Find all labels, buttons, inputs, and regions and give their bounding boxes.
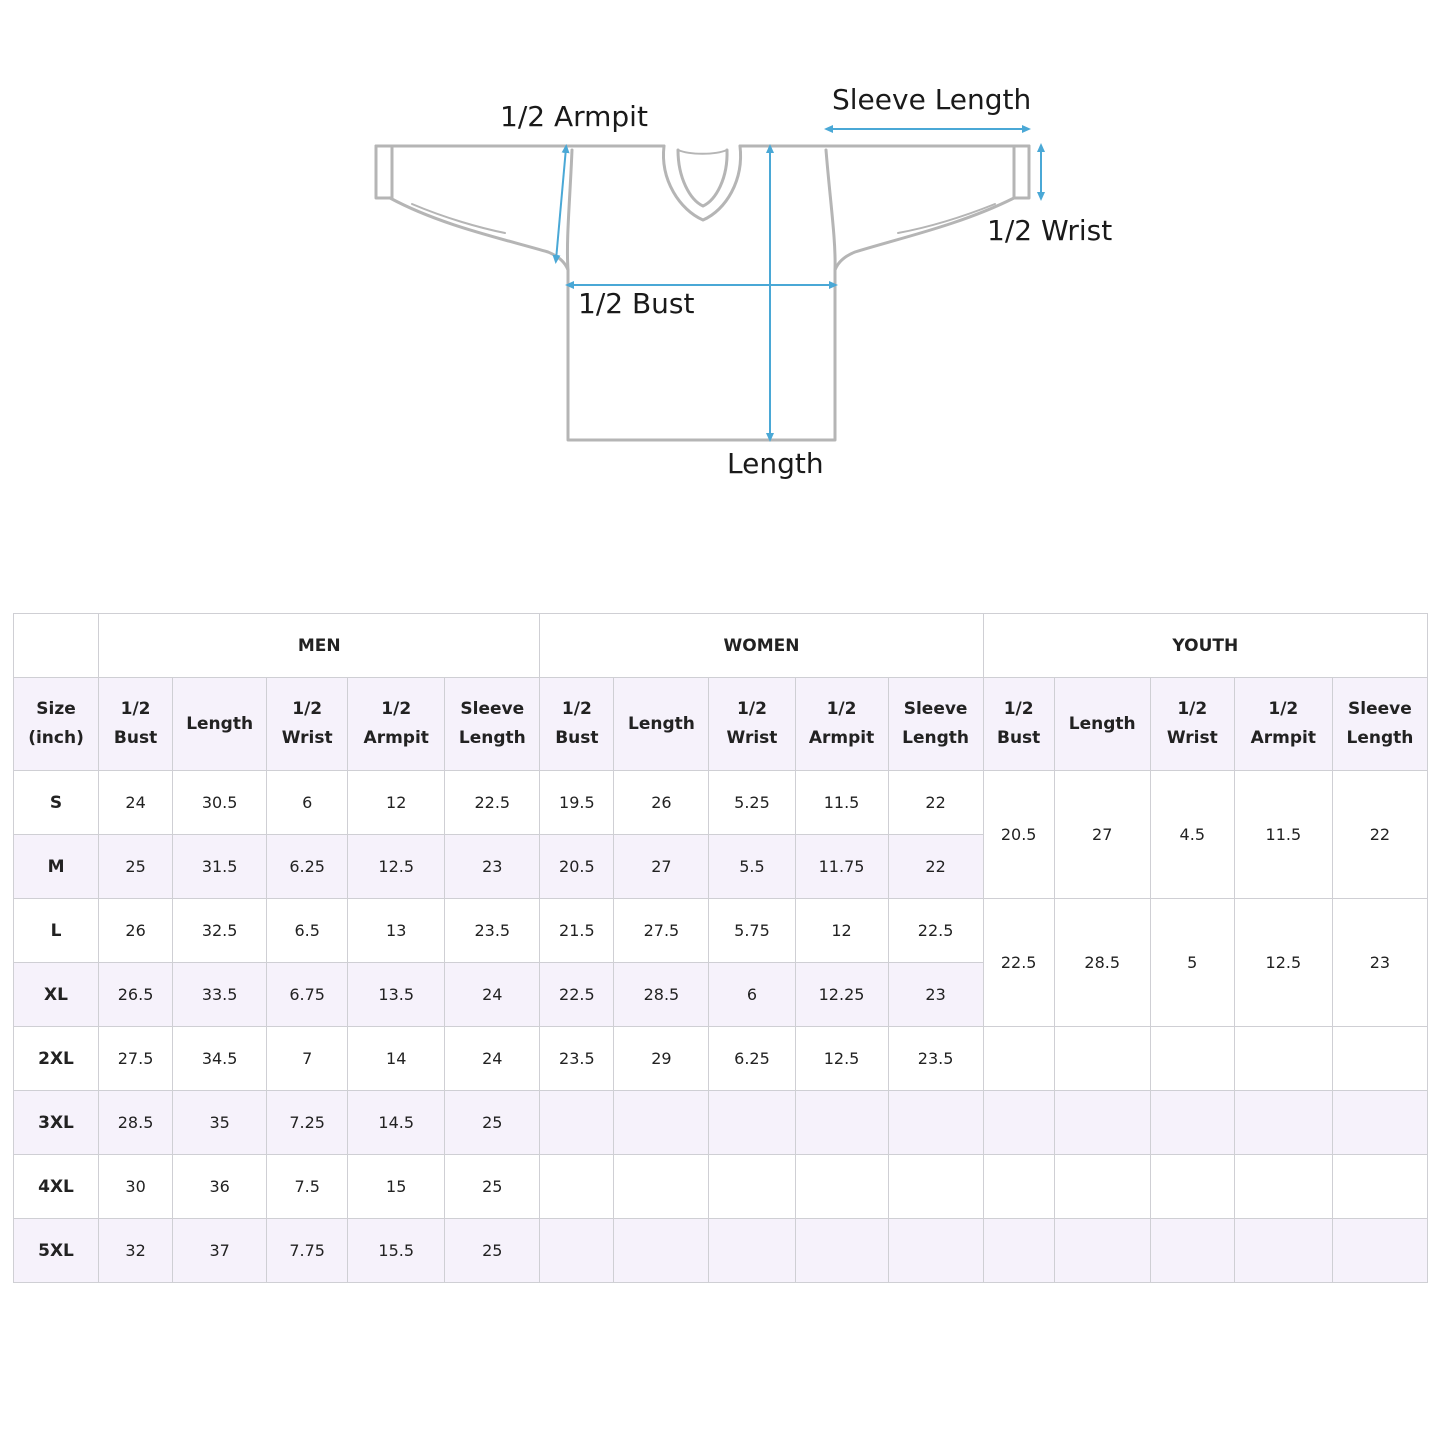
men-value-cell: 23.5 — [445, 899, 540, 963]
youth-empty-cell — [1234, 1219, 1332, 1283]
col-header-line2: Armpit — [808, 728, 875, 748]
group-women: WOMEN — [540, 614, 983, 678]
men-value-cell: 14.5 — [348, 1091, 445, 1155]
men-value-cell: 26.5 — [99, 963, 173, 1027]
women-value-cell: 5.75 — [709, 899, 795, 963]
men-value-cell: 33.5 — [173, 963, 267, 1027]
women-value-cell — [795, 1155, 888, 1219]
women-col-header-2 — [709, 678, 795, 771]
size-cell: M — [14, 835, 99, 899]
men-col-header-2 — [267, 678, 348, 771]
men-value-cell: 27.5 — [99, 1027, 173, 1091]
armpit-measure-line — [556, 148, 566, 260]
size-cell: XL — [14, 963, 99, 1027]
women-value-cell — [614, 1091, 709, 1155]
men-col-header-1 — [173, 678, 267, 771]
youth-col-header-3 — [1234, 678, 1332, 771]
men-value-cell: 36 — [173, 1155, 267, 1219]
group-youth: YOUTH — [983, 614, 1427, 678]
youth-empty-cell — [1332, 1027, 1427, 1091]
youth-empty-cell — [1234, 1155, 1332, 1219]
men-value-cell: 37 — [173, 1219, 267, 1283]
women-value-cell: 5.25 — [709, 771, 795, 835]
women-value-cell: 22 — [888, 835, 983, 899]
women-value-cell — [614, 1155, 709, 1219]
men-value-cell: 25 — [445, 1155, 540, 1219]
jersey-illustration — [0, 0, 1445, 520]
men-value-cell: 7.75 — [267, 1219, 348, 1283]
jersey-outline — [376, 146, 1029, 440]
youth-empty-cell — [1150, 1027, 1234, 1091]
size-header — [14, 678, 99, 771]
wrist-label: 1/2 Wrist — [987, 214, 1113, 247]
col-header-line2: Bust — [997, 728, 1041, 748]
youth-value-cell: 11.5 — [1234, 771, 1332, 899]
women-value-cell: 22.5 — [540, 963, 614, 1027]
youth-empty-cell — [1332, 1091, 1427, 1155]
women-col-header-1 — [614, 678, 709, 771]
youth-value-cell: 22 — [1332, 771, 1427, 899]
table-row — [14, 899, 1428, 963]
men-value-cell: 6.5 — [267, 899, 348, 963]
women-value-cell: 6 — [709, 963, 795, 1027]
women-col-header-0 — [540, 678, 614, 771]
men-col-header-4 — [445, 678, 540, 771]
men-value-cell: 7.25 — [267, 1091, 348, 1155]
youth-value-cell: 23 — [1332, 899, 1427, 1027]
col-header-line1: Sleeve — [460, 699, 525, 719]
table-body — [14, 771, 1428, 1283]
col-header-line1: 1/2 — [826, 699, 857, 719]
women-value-cell — [540, 1219, 614, 1283]
women-value-cell — [709, 1219, 795, 1283]
men-value-cell: 24 — [445, 1027, 540, 1091]
women-value-cell: 19.5 — [540, 771, 614, 835]
men-value-cell: 7 — [267, 1027, 348, 1091]
youth-empty-cell — [983, 1155, 1054, 1219]
women-value-cell: 21.5 — [540, 899, 614, 963]
youth-empty-cell — [1054, 1219, 1150, 1283]
size-cell: 3XL — [14, 1091, 99, 1155]
youth-value-cell: 27 — [1054, 771, 1150, 899]
col-header-line1: 1/2 — [292, 699, 323, 719]
women-value-cell: 23 — [888, 963, 983, 1027]
size-cell: 4XL — [14, 1155, 99, 1219]
men-value-cell: 22.5 — [445, 771, 540, 835]
women-value-cell: 23.5 — [540, 1027, 614, 1091]
men-value-cell: 32 — [99, 1219, 173, 1283]
youth-empty-cell — [983, 1091, 1054, 1155]
women-value-cell: 6.25 — [709, 1027, 795, 1091]
men-col-header-0 — [99, 678, 173, 771]
corner-cell — [14, 614, 99, 678]
women-value-cell — [888, 1219, 983, 1283]
women-value-cell: 29 — [614, 1027, 709, 1091]
men-value-cell: 34.5 — [173, 1027, 267, 1091]
women-col-header-3 — [795, 678, 888, 771]
youth-col-header-4 — [1332, 678, 1427, 771]
men-value-cell: 7.5 — [267, 1155, 348, 1219]
women-value-cell: 5.5 — [709, 835, 795, 899]
women-value-cell: 11.5 — [795, 771, 888, 835]
col-header-line1: 1/2 — [1177, 699, 1208, 719]
men-value-cell: 26 — [99, 899, 173, 963]
women-value-cell: 12.25 — [795, 963, 888, 1027]
table-row — [14, 771, 1428, 835]
women-value-cell: 12.5 — [795, 1027, 888, 1091]
youth-empty-cell — [1234, 1027, 1332, 1091]
measurement-lines — [556, 129, 1041, 438]
col-header-line1: Sleeve — [1348, 699, 1412, 719]
col-header-line2: Wrist — [1166, 728, 1218, 748]
youth-empty-cell — [1234, 1091, 1332, 1155]
women-value-cell — [614, 1219, 709, 1283]
men-value-cell: 28.5 — [99, 1091, 173, 1155]
size-cell: 5XL — [14, 1219, 99, 1283]
women-col-header-4 — [888, 678, 983, 771]
men-value-cell: 14 — [348, 1027, 445, 1091]
men-value-cell: 25 — [445, 1091, 540, 1155]
size-header-line2: (inch) — [28, 728, 84, 748]
men-value-cell: 13.5 — [348, 963, 445, 1027]
measurement-diagram — [0, 0, 1445, 520]
women-value-cell: 22 — [888, 771, 983, 835]
women-value-cell: 11.75 — [795, 835, 888, 899]
youth-empty-cell — [1332, 1219, 1427, 1283]
size-chart-table — [13, 613, 1428, 1283]
group-header-row — [14, 614, 1428, 678]
bust-label: 1/2 Bust — [578, 287, 695, 320]
youth-value-cell: 28.5 — [1054, 899, 1150, 1027]
women-value-cell — [795, 1091, 888, 1155]
col-header-line2: Wrist — [281, 728, 333, 748]
youth-empty-cell — [1054, 1155, 1150, 1219]
women-value-cell — [540, 1091, 614, 1155]
women-value-cell: 27.5 — [614, 899, 709, 963]
table-row — [14, 1155, 1428, 1219]
table-row — [14, 1091, 1428, 1155]
youth-value-cell: 20.5 — [983, 771, 1054, 899]
men-value-cell: 12 — [348, 771, 445, 835]
men-value-cell: 31.5 — [173, 835, 267, 899]
size-header-line1: Size — [36, 699, 76, 719]
men-col-header-3 — [348, 678, 445, 771]
table-row — [14, 1219, 1428, 1283]
col-header-line1: 1/2 — [561, 699, 592, 719]
women-value-cell — [888, 1091, 983, 1155]
men-value-cell: 6.25 — [267, 835, 348, 899]
youth-col-header-1 — [1054, 678, 1150, 771]
women-value-cell: 22.5 — [888, 899, 983, 963]
col-header-line1: 1/2 — [737, 699, 767, 719]
women-value-cell — [709, 1155, 795, 1219]
men-value-cell: 25 — [445, 1219, 540, 1283]
size-cell: S — [14, 771, 99, 835]
youth-empty-cell — [1150, 1155, 1234, 1219]
sleeve-length-label: Sleeve Length — [832, 83, 1032, 116]
men-value-cell: 15 — [348, 1155, 445, 1219]
men-value-cell: 30.5 — [173, 771, 267, 835]
col-header-line1: 1/2 — [120, 699, 151, 719]
women-value-cell — [888, 1155, 983, 1219]
col-header-line1: 1/2 — [1268, 699, 1299, 719]
women-value-cell: 27 — [614, 835, 709, 899]
men-value-cell: 15.5 — [348, 1219, 445, 1283]
women-value-cell: 23.5 — [888, 1027, 983, 1091]
men-value-cell: 12.5 — [348, 835, 445, 899]
length-label: Length — [727, 447, 824, 480]
col-header-line1: Length — [186, 713, 254, 734]
women-value-cell: 26 — [614, 771, 709, 835]
youth-value-cell: 5 — [1150, 899, 1234, 1027]
col-header-line1: Length — [627, 713, 695, 734]
women-value-cell — [795, 1219, 888, 1283]
col-header-line1: Sleeve — [903, 699, 968, 719]
youth-empty-cell — [983, 1219, 1054, 1283]
youth-empty-cell — [1054, 1027, 1150, 1091]
size-cell: L — [14, 899, 99, 963]
youth-empty-cell — [1054, 1091, 1150, 1155]
women-value-cell — [540, 1155, 614, 1219]
men-value-cell: 35 — [173, 1091, 267, 1155]
men-value-cell: 30 — [99, 1155, 173, 1219]
column-header-row — [14, 678, 1428, 771]
armpit-label: 1/2 Armpit — [500, 100, 648, 133]
men-value-cell: 13 — [348, 899, 445, 963]
col-header-line1: 1/2 — [1003, 699, 1034, 719]
women-value-cell — [709, 1091, 795, 1155]
youth-col-header-0 — [983, 678, 1054, 771]
col-header-line2: Armpit — [1250, 728, 1317, 748]
men-value-cell: 23 — [445, 835, 540, 899]
women-value-cell: 28.5 — [614, 963, 709, 1027]
table-row — [14, 1027, 1428, 1091]
col-header-line2: Armpit — [363, 728, 429, 748]
youth-empty-cell — [1332, 1155, 1427, 1219]
col-header-line2: Length — [1346, 728, 1414, 748]
size-cell: 2XL — [14, 1027, 99, 1091]
col-header-line2: Bust — [555, 728, 599, 748]
col-header-line1: Length — [1068, 713, 1136, 734]
col-header-line2: Bust — [113, 728, 158, 748]
youth-empty-cell — [983, 1027, 1054, 1091]
men-value-cell: 6 — [267, 771, 348, 835]
men-value-cell: 24 — [99, 771, 173, 835]
col-header-line1: 1/2 — [381, 699, 412, 719]
men-value-cell: 32.5 — [173, 899, 267, 963]
men-value-cell: 24 — [445, 963, 540, 1027]
men-value-cell: 6.75 — [267, 963, 348, 1027]
youth-empty-cell — [1150, 1091, 1234, 1155]
youth-value-cell: 12.5 — [1234, 899, 1332, 1027]
group-men: MEN — [99, 614, 540, 678]
youth-empty-cell — [1150, 1219, 1234, 1283]
women-value-cell: 20.5 — [540, 835, 614, 899]
men-value-cell: 25 — [99, 835, 173, 899]
women-value-cell: 12 — [795, 899, 888, 963]
youth-col-header-2 — [1150, 678, 1234, 771]
col-header-line2: Length — [458, 728, 526, 748]
youth-value-cell: 22.5 — [983, 899, 1054, 1027]
col-header-line2: Wrist — [726, 728, 778, 748]
col-header-line2: Length — [902, 728, 970, 748]
youth-value-cell: 4.5 — [1150, 771, 1234, 899]
